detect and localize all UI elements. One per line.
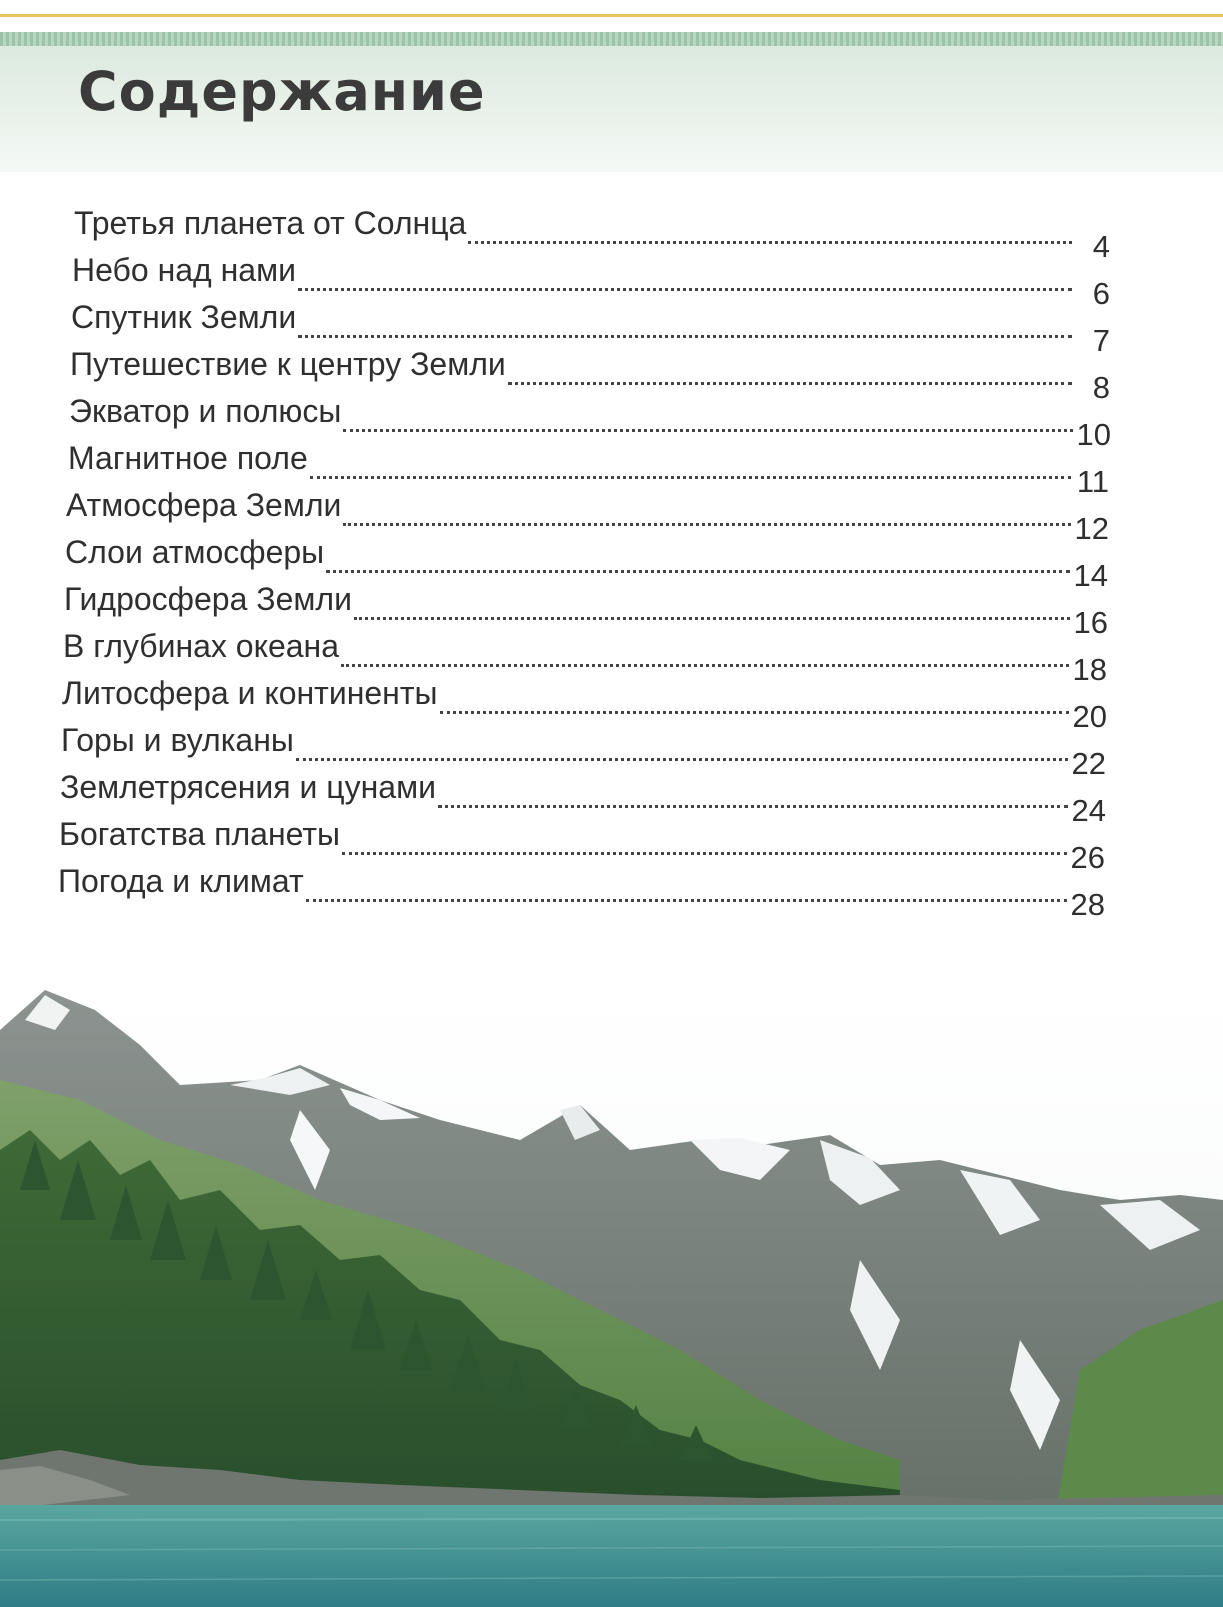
toc-entry[interactable] [63, 627, 1107, 687]
toc-entry[interactable] [74, 204, 1110, 264]
dot-leader [298, 288, 1072, 291]
toc-entry-page: 6 [1092, 276, 1110, 311]
toc-entry-page: 12 [1074, 511, 1109, 546]
toc-entry[interactable] [72, 251, 1110, 311]
toc-entry-page: 14 [1073, 558, 1108, 593]
page-title: Содержание [78, 60, 486, 123]
toc-entry-page: 28 [1070, 887, 1105, 922]
dot-leader [508, 382, 1072, 385]
toc-entry-page: 26 [1070, 840, 1105, 875]
toc-entry-title: Атмосфера Земли [66, 487, 342, 523]
toc-entry[interactable] [69, 392, 1111, 452]
toc-entry[interactable] [58, 862, 1105, 922]
toc-entry-title: Экватор и полюсы [69, 393, 342, 429]
toc-entry-title: Литосфера и континенты [62, 675, 438, 711]
dot-leader [354, 617, 1070, 620]
toc-entry[interactable] [71, 298, 1110, 358]
dot-leader [343, 429, 1073, 432]
toc-entry[interactable] [60, 768, 1106, 828]
dot-leader [343, 523, 1071, 526]
dot-leader [326, 570, 1070, 573]
dot-leader [440, 711, 1070, 714]
toc-entry[interactable] [64, 580, 1108, 640]
dot-leader [438, 805, 1068, 808]
toc-entry-page: 8 [1092, 370, 1110, 405]
toc-entry[interactable] [65, 533, 1108, 593]
toc-entry[interactable] [66, 486, 1109, 546]
toc-entry[interactable] [62, 674, 1107, 734]
toc-entry-title: Магнитное поле [68, 440, 308, 476]
toc-entry[interactable] [68, 439, 1109, 499]
dot-leader [296, 758, 1068, 761]
toc-entry-title: Землетрясения и цунами [60, 769, 436, 805]
toc-entry-page: 11 [1076, 464, 1109, 499]
toc-entry-title: Спутник Земли [71, 299, 297, 335]
dot-leader [341, 664, 1069, 667]
mountain-lake-illustration [0, 990, 1223, 1607]
toc-entry-title: Слои атмосферы [65, 534, 325, 570]
toc-entry-title: Третья планета от Солнца [74, 205, 467, 241]
dot-leader [298, 335, 1072, 338]
top-accent-rule [0, 14, 1223, 17]
toc-entry-title: Гидросфера Земли [64, 581, 352, 617]
toc-entry-page: 20 [1072, 699, 1107, 734]
dot-leader [306, 899, 1067, 902]
toc-entry[interactable] [70, 345, 1110, 405]
toc-entry-page: 10 [1076, 417, 1111, 452]
toc-entry-page: 24 [1071, 793, 1106, 828]
toc-entry-page: 16 [1073, 605, 1108, 640]
toc-entry-title: Горы и вулканы [61, 722, 294, 758]
dot-leader [310, 476, 1071, 479]
toc-entry-title: Богатства планеты [59, 816, 340, 852]
dot-leader [342, 852, 1067, 855]
toc-entry-page: 7 [1092, 323, 1110, 358]
toc-entry-title: В глубинах океана [63, 628, 340, 664]
toc-entry-title: Путешествие к центру Земли [70, 346, 506, 382]
toc-entry-page: 18 [1072, 652, 1107, 687]
dot-leader [468, 241, 1072, 244]
toc-entry-page: 4 [1092, 229, 1110, 264]
toc-entry[interactable] [61, 721, 1106, 781]
toc-entry-title: Небо над нами [72, 252, 296, 288]
toc-entry-title: Погода и климат [58, 863, 304, 899]
toc-entry[interactable] [59, 815, 1105, 875]
toc-entry-page: 22 [1071, 746, 1106, 781]
